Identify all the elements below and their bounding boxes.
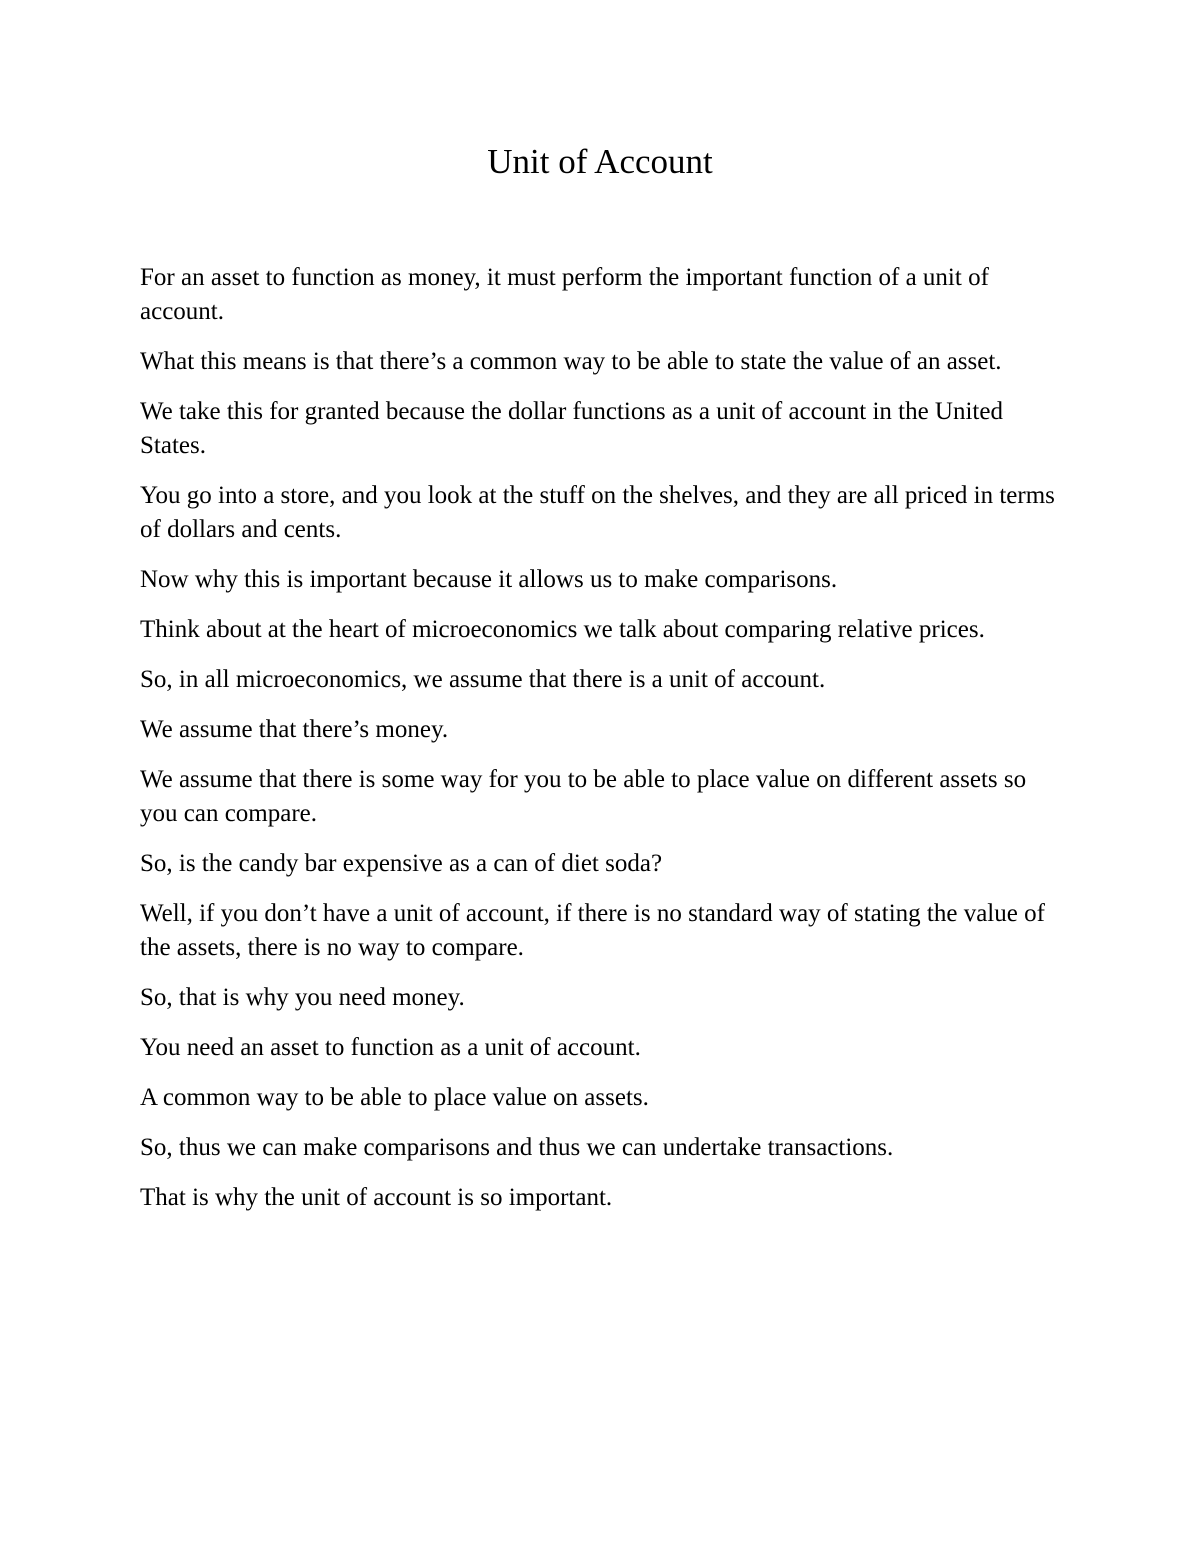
paragraph: So, in all microeconomics, we assume that there is a unit of account. bbox=[140, 666, 826, 693]
paragraph: Now why this is important because it allows us to make comparisons. bbox=[140, 566, 838, 593]
document-body bbox=[140, 261, 1060, 1231]
paragraph: Think about at the heart of microeconomics we talk about comparing relative prices. bbox=[140, 616, 985, 643]
paragraph: Well, if you don’t have a unit of account, if there is no standard way of stating the value of the assets, there is no way to compare. bbox=[140, 900, 1045, 961]
paragraph: We assume that there’s money. bbox=[140, 716, 449, 743]
document-title: Unit of Account bbox=[487, 142, 713, 181]
paragraph: We assume that there is some way for you to be able to place value on different assets so you can compare. bbox=[140, 766, 1027, 827]
paragraph: You need an asset to function as a unit of account. bbox=[140, 1034, 641, 1061]
paragraph: You go into a store, and you look at the stuff on the shelves, and they are all priced in terms of dollars and cents. bbox=[140, 482, 1055, 543]
paragraph: So, that is why you need money. bbox=[140, 984, 465, 1011]
paragraph: A common way to be able to place value on assets. bbox=[140, 1084, 649, 1111]
paragraph: For an asset to function as money, it must perform the important function of a unit of account. bbox=[140, 264, 989, 325]
paragraph: So, is the candy bar expensive as a can of diet soda? bbox=[140, 850, 663, 877]
paragraph: That is why the unit of account is so important. bbox=[140, 1184, 613, 1211]
paragraph: What this means is that there’s a common way to be able to state the value of an asset. bbox=[140, 348, 1002, 375]
paragraph: So, thus we can make comparisons and thus we can undertake transactions. bbox=[140, 1134, 894, 1161]
paragraph: We take this for granted because the dollar functions as a unit of account in the United States. bbox=[140, 398, 1003, 459]
